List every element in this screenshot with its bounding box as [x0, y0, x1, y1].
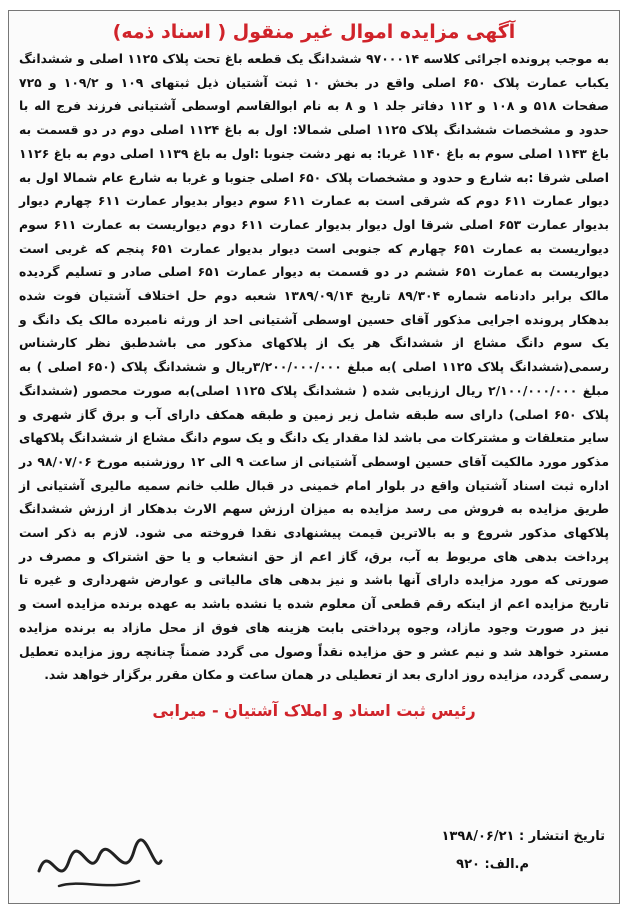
auction-notice [8, 10, 620, 904]
notice-title: آگهی مزایده اموال غیر منقول ( اسناد ذمه) [112, 21, 516, 43]
reference-code: م.الف: ۹۲۰ [456, 857, 529, 872]
handwritten-signature [29, 831, 169, 901]
signature-line: رئیس ثبت اسناد و املاک آشتیان - میرابی [152, 700, 476, 720]
notice-body: به موجب پرونده اجرائی کلاسه ۹۷۰۰۰۱۴ ششدانگ یک قطعه باغ تحت پلاک ۱۱۲۵ اصلی و ششدانگ یکباب عمارت پلاک ۶۵۰ اصلی واقع در بخش ۱۰ ثبت آشتیان ذیل ثبتهای ۱۰۹ و ۱۰۹/۲ و ۷۲۵ صفحات ۵۱۸ و ۱۰۸ و ۱۱۲ دفاتر جلد ۱ و ۸ به نام ابوالقاسم اوسطی آشتیانی فرزند فرج اله با حدود و مشخصات ششدانگ پلاک ۱۱۲۵ اصلی شمالا: اول به باغ ۱۱۲۴ اصلی دوم در دو قسمت به باغ ۱۱۴۳ اصلی سوم به باغ ۱۱۴۰ غربا: به نهر دشت جنوبا :اول به باغ ۱۱۳۹ اصلی دوم به باغ ۱۱۲۶ اصلی شرقا :به شارع و حدود و مشخصات پلاک ۶۵۰ اصلی جنوبا و غربا به شارع عام شمالا اول به دیوار عمارت ۶۱۱ دوم که شرقی است به عمارت ۶۱۱ سوم دیوار بدیوار عمارت ۶۱۱ چهارم دیوار بدیوار عمارت ۶۵۳ اصلی شرقا اول دیوار بدیوار عمارت ۶۱۱ دوم دیواریست به عمارت ۶۱۱ سوم دیواریست به عمارت ۶۵۱ چهارم که جنوبی است دیوار بدیوار عمارت ۶۵۱ پنجم که غربی است دیواریست به عمارت ۶۵۱ ششم در دو قسمت به دیوار عمارت ۶۵۱ اصلی صادر و تسلیم گردیده مالک برابر دادنامه شماره ۸۹/۳۰۴ تاریخ ۱۳۸۹/۰۹/۱۴ شعبه دوم حل اختلاف آشتیان فوت شده بدهکار پرونده اجرایی مذکور آقای حسین اوسطی آشتیانی احد از ورثه نامبرده مالک یک دانگ و یک سوم دانگ مشاع از ششدانگ هر یک از پلاکهای مذکور می باشدطبق نظر کارشناس رسمی(ششدانگ پلاک ۱۱۲۵ اصلی )به مبلغ ۳/۲۰۰/۰۰۰/۰۰۰ریال و ششدانگ پلاک (۶۵۰ اصلی ) به مبلغ ۲/۱۰۰/۰۰۰/۰۰۰ ریال ارزیابی شده ( ششدانگ پلاک ۱۱۲۵ اصلی)به صورت محصور (ششدانگ پلاک ۶۵۰ اصلی) دارای سه طبقه شامل زیر زمین و طبقه همکف دارای آب و برق گاز شهری و سایر متعلقات و مشترکات می باشد لذا مقدار یک دانگ و یک سوم دانگ مشاع از ششدانگ پلاکهای مذکور مورد مالکیت آقای حسین اوسطی آشتیانی از ساعت ۹ الی ۱۲ روزشنبه مورخ ۹۸/۰۷/۰۶ در اداره ثبت اسناد آشتیان واقع در بلوار امام خمینی در قبال طلب خانم سمیه مالیری آشتیانی از طریق مزایده به فروش می رسد مزایده به میزان ارزش سهم الارث بدهکار از ارزش ششدانگ پلاکهای مذکور شروع و به بالاترین قیمت پیشنهادی نقدا فروخته می شود. لازم به ذکر است پرداخت بدهی های مربوط به آب، برق، گاز اعم از حق انشعاب و یا حق اشتراک و مصرف در صورتی که مورد مزایده دارای آنها باشد و نیز بدهی های مالیاتی و عوارض شهرداری و غیره تا تاریخ مزایده اعم از اینکه رقم قطعی آن معلوم شده یا نشده باشد به عهده برنده مزایده است و نیز در صورت وجود مازاد، وجوه پرداختی بابت هزینه های فوق از محل مازاد به برنده مزایده مسترد خواهد شد و نیم عشر و حق مزایده نقداً وصول می گردد ضمناً چنانچه روز مزایده تعطیل رسمی گردد، مزایده روز اداری بعد از تعطیلی در همان ساعت و مکان مقرر برگزار خواهد شد. [19, 51, 609, 683]
publish-date: تاریخ انتشار : ۱۳۹۸/۰۶/۲۱ [441, 829, 605, 844]
